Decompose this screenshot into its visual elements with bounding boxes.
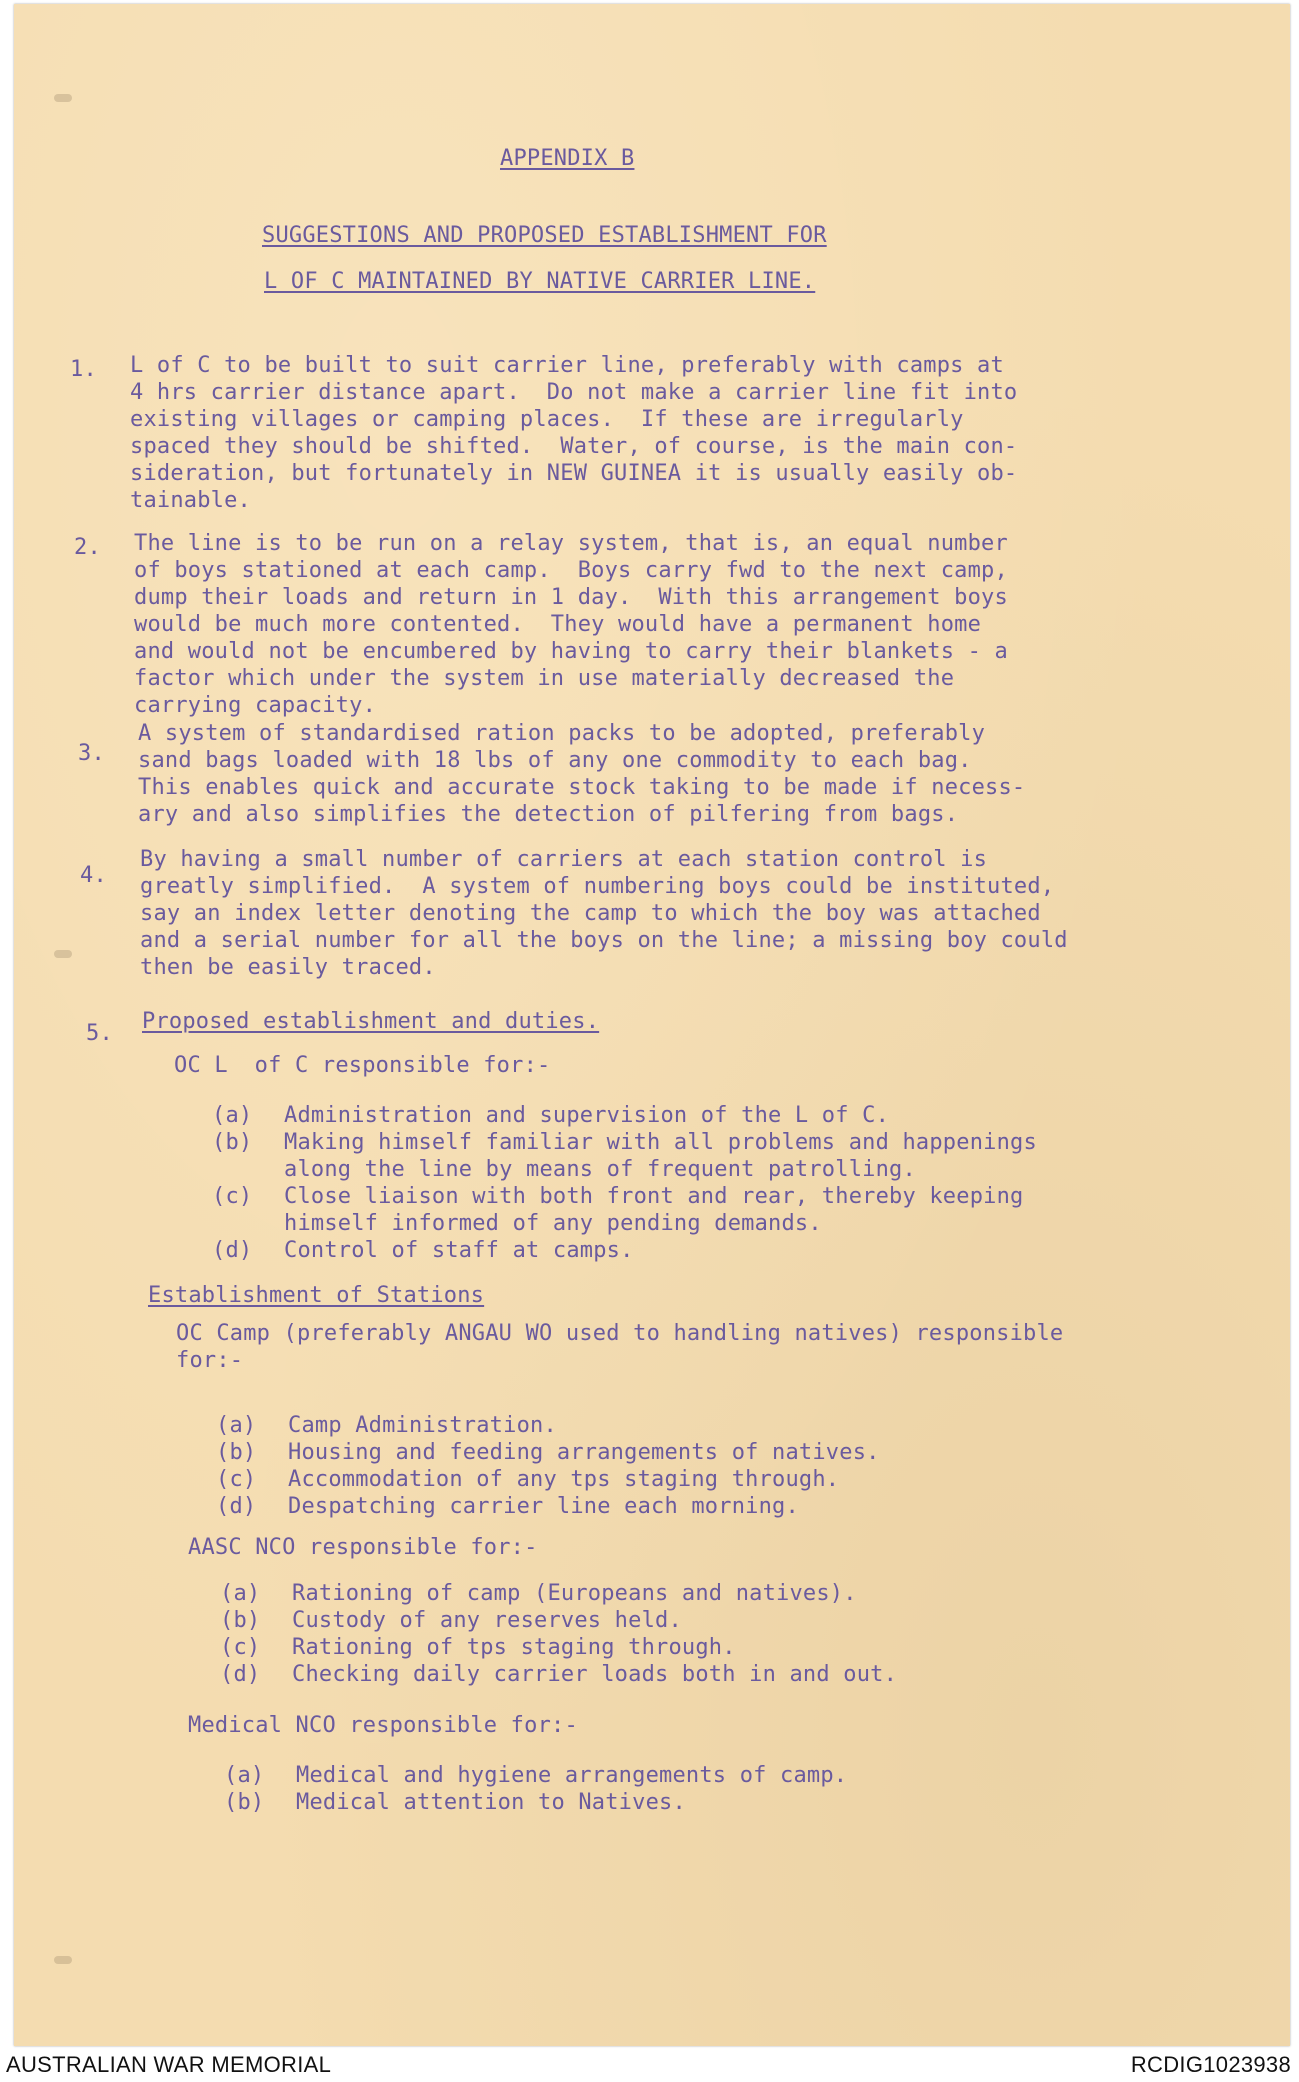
paragraph-line: This enables quick and accurate stock taking to be made if necess- — [138, 775, 1026, 800]
oc-loc-duties-list — [212, 1102, 1037, 1264]
section-heading-establishment-of-stations: Establishment of Stations — [148, 1283, 485, 1308]
paragraph-number: 5. — [86, 1021, 113, 1046]
paragraph-line: and a serial number for all the boys on the line; a missing boy could — [140, 928, 1068, 953]
paragraph-line: tainable. — [130, 488, 252, 513]
paragraph-line: and would not be encumbered by having to carry their blankets - a — [134, 639, 1008, 664]
list-item-label: (d) — [220, 1662, 261, 1687]
footer-record-id: RCDIG1023938 — [1130, 2052, 1291, 2077]
document-title-line1: SUGGESTIONS AND PROPOSED ESTABLISHMENT FOR — [262, 223, 827, 248]
paragraph-line: sideration, but fortunately in NEW GUINEA it is usually easily ob- — [130, 461, 1018, 486]
paragraph-line: factor which under the system in use materially decreased the — [134, 666, 955, 691]
list-item-text: Making himself familiar with all problems and happenings along the line by means of frequent patrolling. — [284, 1130, 1037, 1182]
list-item-label: (b) — [224, 1790, 265, 1815]
list-item-text: Camp Administration. — [288, 1413, 557, 1438]
paragraph-line: existing villages or camping places. If these are irregularly — [130, 407, 964, 432]
medical-nco-intro: Medical NCO responsible for:- — [188, 1713, 578, 1738]
paragraph-line: would be much more contented. They would have a permanent home — [134, 612, 982, 637]
oc-camp-duties-list — [216, 1412, 880, 1520]
paragraph-line: carrying capacity. — [134, 693, 377, 718]
list-item — [216, 1439, 880, 1466]
list-item-text: Close liaison with both front and rear, thereby keeping himself informed of any pending demands. — [284, 1184, 1024, 1236]
paragraph-line: The line is to be run on a relay system, that is, an equal number — [134, 531, 1008, 556]
paragraph-line: By having a small number of carriers at each station control is — [140, 847, 988, 872]
list-item — [212, 1129, 1037, 1183]
punch-hole-mark — [54, 950, 72, 958]
paragraph-line: dump their loads and return in 1 day. With this arrangement boys — [134, 585, 1008, 610]
paragraph-line: greatly simplified. A system of numbering boys could be instituted, — [140, 874, 1055, 899]
list-item — [224, 1762, 847, 1789]
paragraph-3 — [138, 720, 1118, 828]
list-item — [212, 1183, 1037, 1237]
oc-loc-intro: OC L of C responsible for:- — [174, 1053, 551, 1078]
list-item-label: (c) — [220, 1635, 261, 1660]
paragraph-line: L of C to be built to suit carrier line, preferably with camps at — [130, 353, 1004, 378]
paragraph-line: 4 hrs carrier distance apart. Do not make a carrier line fit into — [130, 380, 1018, 405]
aasc-nco-intro: AASC NCO responsible for:- — [188, 1535, 538, 1560]
paragraph-4 — [140, 846, 1120, 981]
paragraph-line: A system of standardised ration packs to be adopted, preferably — [138, 721, 986, 746]
list-item-text: Rationing of tps staging through. — [292, 1635, 736, 1660]
punch-hole-mark — [54, 94, 72, 102]
list-item-label: (b) — [220, 1608, 261, 1633]
list-item-text: Rationing of camp (Europeans and natives). — [292, 1581, 857, 1606]
list-item — [220, 1580, 897, 1607]
list-item — [212, 1102, 1037, 1129]
list-item-label: (a) — [220, 1581, 261, 1606]
paragraph-number: 1. — [70, 357, 97, 382]
list-item-text: Checking daily carrier loads both in and out. — [292, 1662, 898, 1687]
list-item-text: Custody of any reserves held. — [292, 1608, 682, 1633]
punch-hole-mark — [54, 1956, 72, 1964]
appendix-title: APPENDIX B — [500, 146, 635, 171]
paragraph-line: spaced they should be shifted. Water, of course, is the main con- — [130, 434, 1018, 459]
paragraph-line: then be easily traced. — [140, 955, 436, 980]
list-item — [216, 1466, 880, 1493]
paragraph-number: 2. — [74, 535, 101, 560]
list-item-text: Despatching carrier line each morning. — [288, 1494, 799, 1519]
footer-source-label: AUSTRALIAN WAR MEMORIAL — [6, 2052, 332, 2077]
paragraph-line: ary and also simplifies the detection of pilfering from bags. — [138, 802, 959, 827]
list-item-text: Medical and hygiene arrangements of camp. — [296, 1763, 848, 1788]
list-item-label: (a) — [212, 1103, 253, 1128]
list-item — [216, 1412, 880, 1439]
document-title-line2: L OF C MAINTAINED BY NATIVE CARRIER LINE. — [264, 269, 816, 294]
medical-nco-duties-list — [224, 1762, 847, 1816]
paragraph-number: 3. — [78, 741, 105, 766]
list-item-label: (c) — [216, 1467, 257, 1492]
list-item-label: (b) — [216, 1440, 257, 1465]
list-item-text: Administration and supervision of the L of C. — [284, 1103, 890, 1128]
list-item — [220, 1607, 897, 1634]
list-item-text: Housing and feeding arrangements of natives. — [288, 1440, 880, 1465]
paragraph-line: say an index letter denoting the camp to which the boy was attached — [140, 901, 1041, 926]
list-item — [216, 1493, 880, 1520]
paragraph-line: of boys stationed at each camp. Boys carry fwd to the next camp, — [134, 558, 1008, 583]
paragraph-number: 4. — [80, 863, 107, 888]
paragraph-1 — [130, 352, 1110, 514]
oc-camp-intro: OC Camp (preferably ANGAU WO used to handling natives) responsible for:- — [176, 1321, 1064, 1373]
list-item-label: (a) — [224, 1763, 265, 1788]
paragraph-2 — [134, 530, 1114, 719]
list-item-label: (c) — [212, 1184, 253, 1209]
list-item-label: (b) — [212, 1130, 253, 1155]
aasc-nco-duties-list — [220, 1580, 897, 1688]
list-item-text: Accommodation of any tps staging through. — [288, 1467, 840, 1492]
list-item-text: Control of staff at camps. — [284, 1238, 634, 1263]
paragraph-line: sand bags loaded with 18 lbs of any one commodity to each bag. — [138, 748, 972, 773]
list-item — [212, 1237, 1037, 1264]
section-heading-proposed-establishment: Proposed establishment and duties. — [142, 1009, 600, 1034]
list-item — [220, 1661, 897, 1688]
list-item-label: (d) — [216, 1494, 257, 1519]
list-item — [224, 1789, 847, 1816]
list-item — [220, 1634, 897, 1661]
list-item-label: (a) — [216, 1413, 257, 1438]
list-item-text: Medical attention to Natives. — [296, 1790, 686, 1815]
list-item-label: (d) — [212, 1238, 253, 1263]
